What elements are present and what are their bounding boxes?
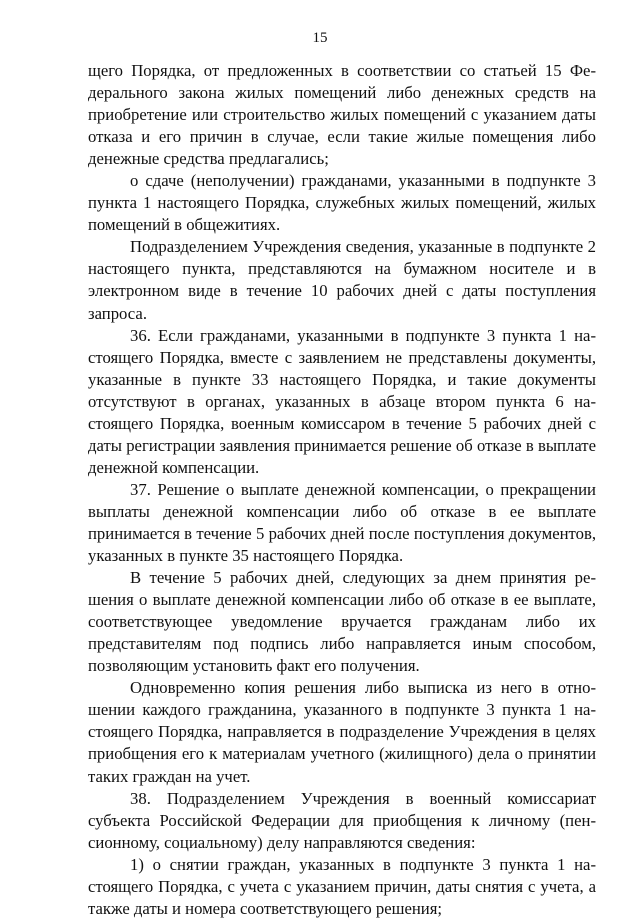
paragraph-38-item-1: 1) о снятии граждан, указанных в подпункте 3 пункта 1 настоящего Порядка, с учета с указанием причин, даты снятия с учета, а также даты и номера соответствующего решения; xyxy=(88,854,596,918)
paragraph-info-deadline: Подразделением Учреждения сведения, указанные в подпункте 2 настоящего пункта, представляются на бумажном носителе и в электронном виде в течение 10 рабочих дней с даты поступления запроса. xyxy=(88,237,596,323)
paragraph-continuation: щего Порядка, от предложенных в соответствии со статьей 15 Федерального закона жилых помещений либо денежных средств на приобретение или строительство жилых помещений с указанием даты отказа и его причин в случае, если такие жилые помещения либо денежные средства предлагались; xyxy=(88,61,596,169)
paragraph-38: 38. Подразделением Учреждения в военный комиссариат субъекта Российской Федерации для приобщения к личному (пенсионному, социальному) делу направляются сведения: xyxy=(88,788,596,852)
page-number: 15 xyxy=(312,30,328,46)
document-body xyxy=(88,60,596,920)
paragraph-notification: В течение 5 рабочих дней, следующих за днем принятия решения о выплате денежной компенсации либо об отказе в ее выплате, соответствующее уведомление вручается гражданам либо их представителям под подпись либо направляется иным способом, позволяющим установить факт его получения. xyxy=(88,568,596,676)
paragraph-37: 37. Решение о выплате денежной компенсации, о прекращении выплаты денежной компенсации либо об отказе в ее выплате принимается в течение 5 рабочих дней после поступления документов, указанных в пункте 35 настоящего Порядка. xyxy=(88,479,596,566)
paragraph-36: 36. Если гражданами, указанными в подпункте 3 пункта 1 настоящего Порядка, вместе с заявлением не представлены документы, указанные в пункте 33 настоящего Порядка, и такие документы отсутствуют в органах, указанных в абзаце втором пункта 6 настоящего Порядка, военным комиссаром в течение 5 рабочих дней с даты регистрации заявления принимается решение об отказе в выплате денежной компенсации. xyxy=(88,325,596,477)
paragraph-copy-of-decision: Одновременно копия решения либо выписка из него в отношении каждого гражданина, указанного в подпункте 3 пункта 1 настоящего Порядка, направляется в подразделение Учреждения в целях приобщения его к материалам учетного (жилищного) дела о принятии таких граждан на учет. xyxy=(88,678,596,786)
paragraph-service-housing: о сдаче (неполучении) гражданами, указанными в подпункте 3 пункта 1 настоящего Порядка, служебных жилых помещений, жилых помещений в общежитиях. xyxy=(88,171,596,235)
